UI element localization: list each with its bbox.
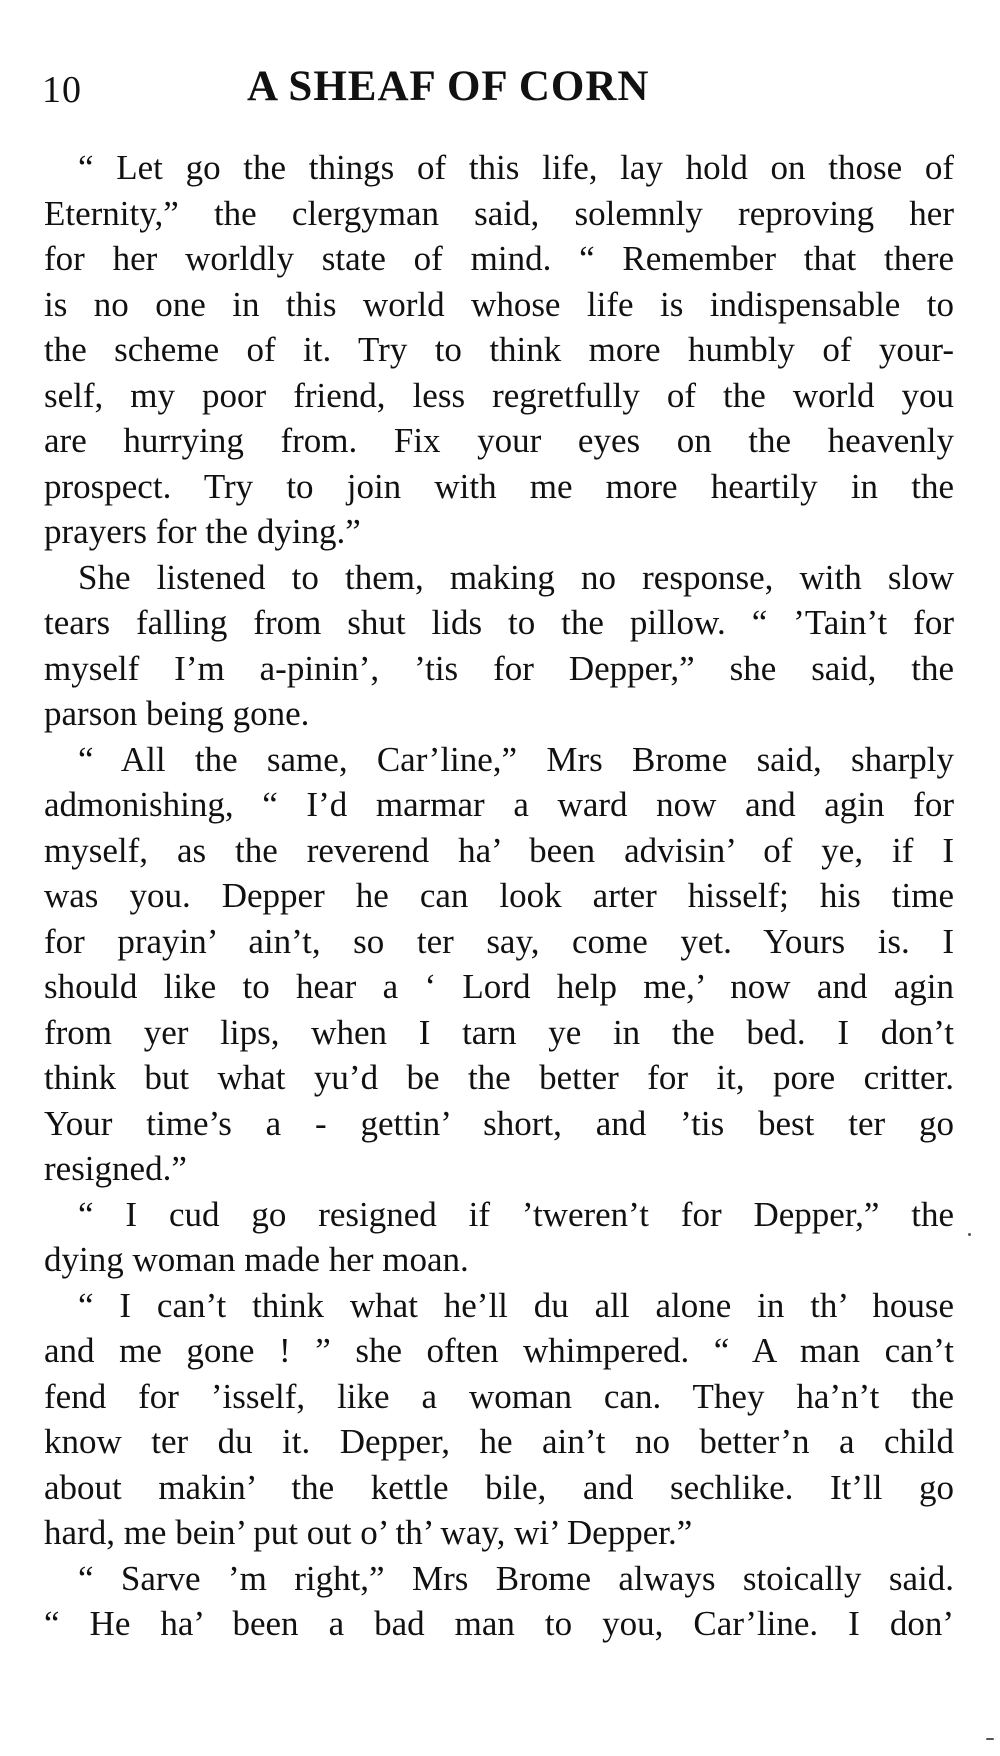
text-line: know ter du it. Depper, he ain’t no better’n a child [44, 1422, 954, 1461]
text-line: prospect. Try to join with me more heartily in the [44, 466, 954, 506]
running-head [42, 62, 962, 112]
text-line: “ All the same, Car’line,” Mrs Brome said, sharply [78, 739, 954, 779]
text-line: Eternity,” the clergyman said, solemnly reproving her [44, 193, 954, 233]
text-line: “ I can’t think what he’ll du all alone in th’ house [78, 1285, 954, 1325]
text-line: admonishing, “ I’d marmar a ward now and agin for [44, 785, 954, 824]
text-line: myself, as the reverend ha’ been advisin’ of ye, if I [44, 830, 954, 870]
text-line: “ Let go the things of this life, lay hold on those of [78, 148, 954, 187]
text-line: should like to hear a ‘ Lord help me,’ now and agin [44, 967, 954, 1006]
text-line: “ Sarve ’m right,” Mrs Brome always stoically said. [78, 1558, 954, 1598]
text-line: for her worldly state of mind. “ Remember that there [44, 239, 954, 278]
text-line: “ I cud go resigned if ’tweren’t for Depper,” the [78, 1194, 954, 1234]
text-line: hard, me bein’ put out o’ th’ way, wi’ Depper.” [44, 1513, 693, 1552]
text-line: the scheme of it. Try to think more humbly of your- [44, 330, 954, 369]
text-line: prayers for the dying.” [44, 512, 361, 551]
book-title: A SHEAF OF CORN [247, 63, 650, 110]
text-line: is no one in this world whose life is indispensable to [44, 284, 954, 324]
text-line: fend for ’isself, like a woman can. They ha’n’t the [44, 1376, 954, 1416]
text-line: was you. Depper he can look arter hisself; his time [44, 876, 954, 915]
text-line: myself I’m a-pinin’, ’tis for Depper,” she said, the [44, 648, 954, 688]
text-line: tears falling from shut lids to the pillow. “ ’Tain’t for [44, 603, 954, 642]
text-line: parson being gone. [44, 694, 310, 733]
text-line: Your time’s a - gettin’ short, and ’tis best ter go [44, 1103, 954, 1143]
scan-speck [968, 1233, 971, 1236]
text-line: are hurrying from. Fix your eyes on the heavenly [44, 421, 954, 460]
scan-speck [986, 1738, 994, 1740]
text-line: dying woman made her moan. [44, 1240, 469, 1279]
text-line: think but what yu’d be the better for it, pore critter. [44, 1058, 954, 1097]
text-line: self, my poor friend, less regretfully of the world you [44, 375, 954, 415]
body-text [44, 145, 954, 1647]
text-line: for prayin’ ain’t, so ter say, come yet. Yours is. I [44, 921, 954, 961]
text-line: She listened to them, making no response, with slow [78, 557, 954, 597]
text-line: resigned.” [44, 1149, 187, 1188]
text-line: “ He ha’ been a bad man to you, Car’line. I don’ [44, 1604, 954, 1643]
text-line: from yer lips, when I tarn ye in the bed. I don’t [44, 1012, 954, 1052]
text-line: about makin’ the kettle bile, and sechlike. It’ll go [44, 1467, 954, 1507]
page-number: 10 [42, 69, 82, 111]
text-line: and me gone ! ” she often whimpered. “ A man can’t [44, 1331, 954, 1370]
